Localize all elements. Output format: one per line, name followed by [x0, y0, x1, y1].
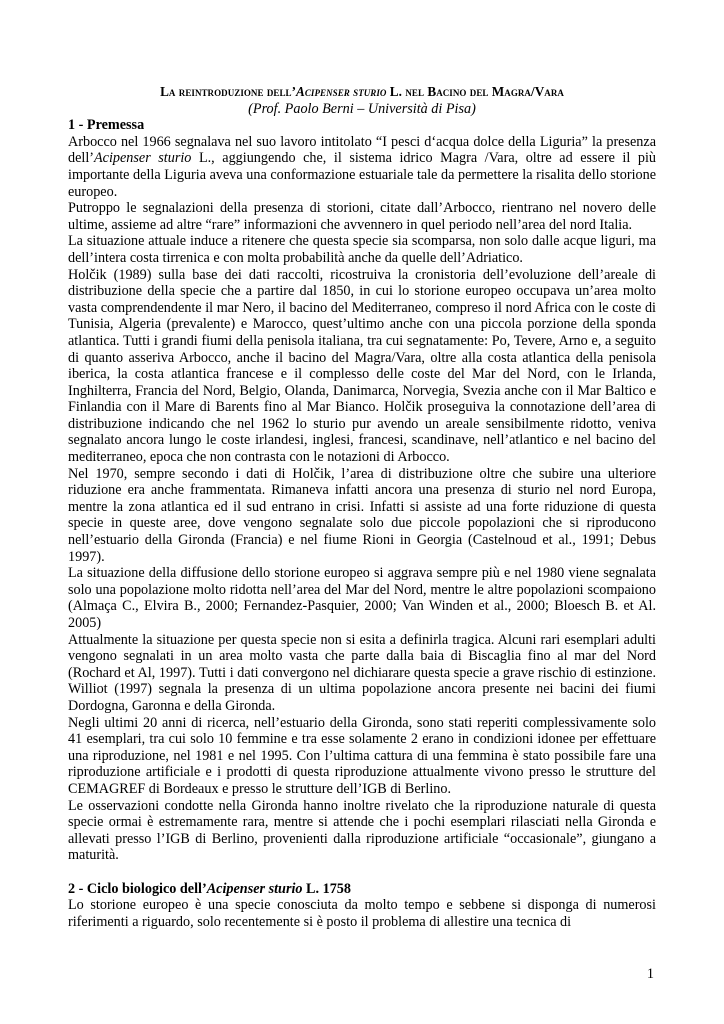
heading-species: Acipenser sturio — [206, 880, 303, 897]
paragraph: Putroppo le segnalazioni della presenza di storioni, citate dall’Arbocco, rientrano nel novero delle ultime, assieme ad altre “rare” informazioni che avvennero in quel periodo nell’area del nord Italia. — [68, 200, 656, 233]
paragraph-text: L., aggiungendo che, il sistema idrico Magra /Vara, oltre ad essere il più importante della Liguria aveva una conformazione estuariale tale da permettere la risalita dello storione europeo. — [68, 150, 656, 200]
document-title — [68, 84, 656, 101]
paragraph: La situazione attuale induce a ritenere che questa specie sia scomparsa, non solo dalle acque liguri, ma dell’intera costa tirrenica e con molta probabilità anche da quelle dell’Adriatico. — [68, 233, 656, 266]
title-species: Acipenser sturio — [296, 84, 387, 99]
paragraph — [68, 134, 656, 200]
title-part1: La reintroduzione dell’ — [160, 84, 297, 99]
paragraph: Holčik (1989) sulla base dei dati raccolti, ricostruiva la cronistoria dell’evoluzione dell’areale di distribuzione della specie che a partire dal 1850, in cui lo storione europeo occupava un’area molto vasta comprendendente il mar Nero, il bacino del Mediterraneo, compreso il nord Africa con le coste di Tunisia, Algeria (prevalente) e Marocco, quest’ultimo anche con una piccola porzione della sponda atlantica. Tutti i grandi fiumi della penisola italiana, tra cui segnatamente: Po, Tevere, Arno e, a seguito di quanto asseriva Arbocco, anche il bacino del Magra/Vara, oltre alla costa atlantica della penisola iberica, la costa atlantica francese e il complesso delle coste del Mar del Nord, con le Irlanda, Inghilterra, Francia del Nord, Belgio, Olanda, Danimarca, Norvegia, Svezia anche con il Mar Baltico e Finlandia con il Mare di Barents fino al Mar Bianco. Holčik proseguiva la connotazione dell’area di distribuzione indicando che nel 1962 lo sturio pur avendo un areale sensibilmente ridotto, veniva segnalato ancora lungo le coste irlandesi, inglesi, francesi, scandinave, nell’atlantico e nel bacino del mediterraneo, epoca che non contrasta con le notazioni di Arbocco. — [68, 266, 656, 466]
title-part2: L. nel Bacino del Magra/Vara — [386, 84, 564, 99]
heading-part2: L. 1758 — [302, 880, 351, 897]
document-page — [68, 84, 656, 930]
paragraph: Le osservazioni condotte nella Gironda hanno inoltre rivelato che la riproduzione naturale di questa specie ormai è estremamente rara, mentre si attende che i pochi esemplari rilasciati nella Gironda e allevati presso l’IGB di Berlino, provenienti dalla riproduzione artificiale “occasionale”, giungano a maturità. — [68, 797, 656, 864]
heading-part1: 2 - Ciclo biologico dell’ — [68, 880, 207, 897]
paragraph: La situazione della diffusione dello storione europeo si aggrava sempre più e nel 1980 viene segnalata solo una popolazione molto ridotta nell’area del Mar del Nord, mentre le altre popolazioni scompaiono (Almaça C., Elvira B., 2000; Fernandez-Pasquier, 2000; Van Winden et al., 2000; Bloesch B. et Al. 2005) — [68, 565, 656, 631]
section-heading-ciclo-biologico — [68, 881, 656, 898]
paragraph-text: Arbocco nel 1966 segnalava nel suo lavoro intitolato “I pesci d‘acqua dolce della Liguria” la presenza dell’ — [68, 133, 656, 167]
paragraph: Nel 1970, sempre secondo i dati di Holčik, l’area di distribuzione oltre che subire una ulteriore riduzione era anche frammentata. Rimaneva infatti ancora una presenza di sturio nel nord Europa, mentre la zona atlantica ed il sud entrano in crisi. Infatti si assiste ad una forte riduzione di questa specie in queste aree, dove vengono segnalate solo due piccole popolazioni che si riproducono nell’estuario della Gironda (Francia) e nel fiume Rioni in Georgia (Castelnoud et al., 1991; Debus 1997). — [68, 465, 656, 565]
paragraph: Negli ultimi 20 anni di ricerca, nell’estuario della Gironda, sono stati reperiti complessivamente solo 41 esemplari, tra cui solo 10 femmine e tra esse solamente 2 erano in condizioni idonee per effettuare una riproduzione, nel 1981 e nel 1995. Con l’ultima cattura di una femmina è stato possibile fare una riproduzione artificiale e i prodotti di questa riproduzione attualmente vivono presso le strutture del CEMAGREF di Bordeaux e presso le strutture dell’IGB di Berlino. — [68, 714, 656, 797]
paragraph: Attualmente la situazione per questa specie non si esita a definirla tragica. Alcuni rari esemplari adulti vengono segnalati in un area molto vasta che parte dalla baia di Biscaglia fino al mar del Nord (Rochard et Al, 1997). Tutti i dati convergono nel dichiarare questa specie a grave rischio di estinzione. Williot (1997) segnala la presenza di un ultima popolazione ancora presente nei bacini dei fiumi Dordogna, Garonna e della Gironda. — [68, 631, 656, 714]
document-subtitle: (Prof. Paolo Berni – Università di Pisa) — [248, 100, 476, 117]
paragraph: Lo storione europeo è una specie conosciuta da molto tempo e sebbene si disponga di numerosi riferimenti a riguardo, solo recentemente si è posto il problema di allestire una tecnica di — [68, 897, 656, 930]
species-name: Acipenser sturio — [94, 150, 192, 167]
section-heading-premessa: 1 - Premessa — [68, 117, 145, 134]
page-number: 1 — [646, 966, 654, 982]
